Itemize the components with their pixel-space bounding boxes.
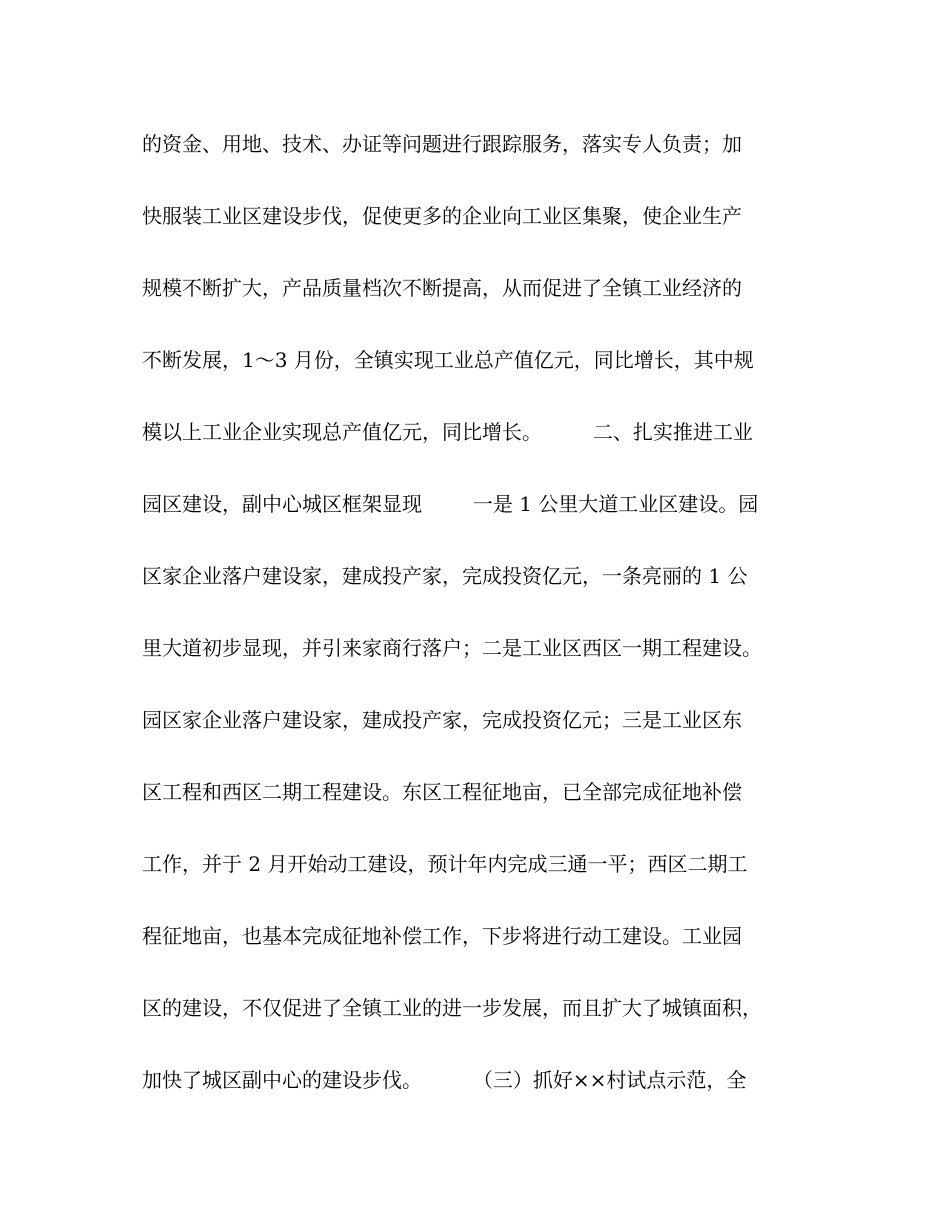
text-line-5: 模以上工业企业实现总产值亿元，同比增长。 二、扎实推进工业 — [142, 420, 753, 444]
text-line-1: 的资金、用地、技术、办证等问题进行跟踪服务，落实专人负责；加 — [142, 132, 742, 156]
text-line-8: 里大道初步显现，并引来家商行落户；二是工业区西区一期工程建设。 — [142, 636, 762, 660]
text-line-3: 规模不断扩大，产品质量档次不断提高，从而促进了全镇工业经济的 — [142, 276, 742, 300]
text-line-7: 区家企业落户建设家，建成投产家，完成投资亿元，一条亮丽的 1 公 — [142, 564, 748, 588]
body-text — [142, 118, 822, 1126]
text-line-10: 区工程和西区二期工程建设。东区工程征地亩，已全部完成征地补偿 — [142, 780, 742, 804]
text-line-9: 园区家企业落户建设家，建成投产家，完成投资亿元；三是工业区东 — [142, 708, 742, 732]
text-line-11: 工作，并于 2 月开始动工建设，预计年内完成三通一平；西区二期工 — [142, 852, 748, 876]
text-line-2: 快服装工业区建设步伐，促使更多的企业向工业区集聚，使企业生产 — [142, 204, 742, 228]
text-line-6: 园区建设，副中心城区框架显现 一是 1 公里大道工业区建设。园 — [142, 492, 759, 516]
text-line-13: 区的建设，不仅促进了全镇工业的进一步发展，而且扩大了城镇面积， — [142, 996, 762, 1020]
text-line-14: 加快了城区副中心的建设步伐。 （三）抓好××村试点示范，全 — [142, 1068, 747, 1092]
text-line-12: 程征地亩，也基本完成征地补偿工作，下步将进行动工建设。工业园 — [142, 924, 742, 948]
text-line-4: 不断发展，1～3 月份，全镇实现工业总产值亿元，同比增长，其中规 — [142, 348, 754, 372]
